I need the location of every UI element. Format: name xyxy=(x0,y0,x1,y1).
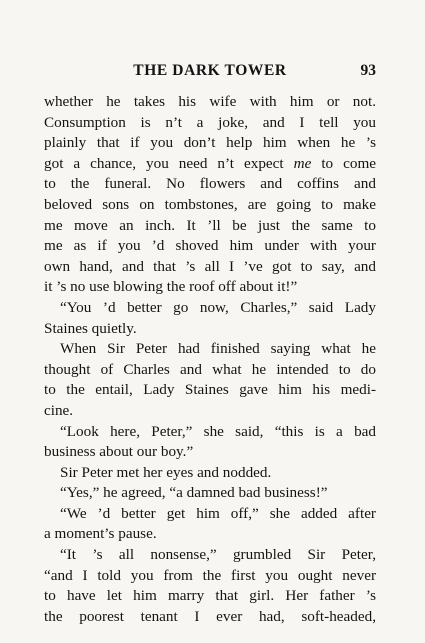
text-line: Staines quietly. xyxy=(44,319,137,337)
text-line: the poorest tenant I ever had, soft-headed, xyxy=(44,607,376,625)
text-line: whether he takes his wife with him or not. xyxy=(44,93,376,110)
text-line: Sir Peter met her eyes and nodded. xyxy=(60,463,272,481)
text-line: cine. xyxy=(44,401,74,419)
text-line: business about our boy.” xyxy=(44,443,194,461)
text-line: own hand, and that ’s all I ’ve got to say, and xyxy=(44,257,376,275)
text-line: “It ’s all nonsense,” grumbled Sir Peter, xyxy=(60,546,376,564)
running-title: THE DARK TOWER xyxy=(133,62,287,79)
text-line: When Sir Peter had finished saying what he xyxy=(60,340,376,358)
text-line: “Look here, Peter,” she said, “this is a bad xyxy=(60,422,376,440)
text-line: beloved sons on tombstones, are going to make xyxy=(44,195,376,213)
text-line: me move an inch. It ’ll be just the same to xyxy=(44,216,376,234)
page-header xyxy=(44,62,376,82)
page-number: 93 xyxy=(360,62,376,79)
text-line: to the entail, Lady Staines gave him his medi- xyxy=(44,381,376,399)
text-line: plainly that if you don’t help him when he ’s xyxy=(44,134,376,152)
text-line: it ’s no use blowing the roof off about it!” xyxy=(44,278,298,296)
text-line: me as if you ’d shoved him under with your xyxy=(44,237,376,255)
text-line: Consumption is n’t a joke, and I tell you xyxy=(44,113,376,131)
text-line: “We ’d better get him off,” she added after xyxy=(60,504,376,522)
text-line: “Yes,” he agreed, “a damned bad business!” xyxy=(60,484,328,502)
text-line: “You ’d better go now, Charles,” said Lady xyxy=(60,298,376,316)
text-line: a moment’s pause. xyxy=(44,525,157,543)
text-line: to the funeral. No flowers and coffins and xyxy=(44,175,376,193)
text-line: to have let him marry that girl. Her father ’s xyxy=(44,587,376,605)
text-line: thought of Charles and what he intended to do xyxy=(44,360,376,378)
text-line: got a chance, you need n’t expect me to come xyxy=(44,154,377,172)
body-text xyxy=(44,92,376,627)
text-line: “and I told you from the first you ought never xyxy=(44,566,376,584)
